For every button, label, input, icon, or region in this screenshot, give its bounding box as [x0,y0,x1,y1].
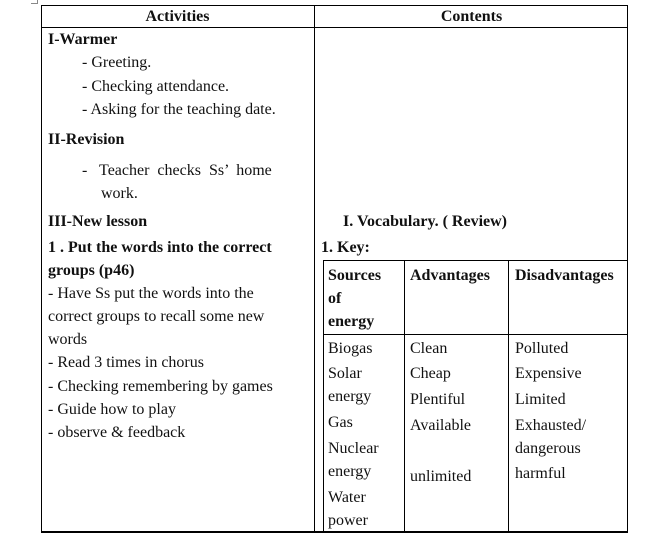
source-cell: power [328,512,368,529]
source-cell: Solar [328,365,362,382]
warmer-title: I-Warmer [48,31,118,48]
column-divider [314,5,315,533]
page-corner-mark [31,0,38,4]
header-sources: Sources [328,267,382,284]
header-disadvantages: Disadvantages [515,267,614,284]
revision-item: - Teacher checks Ss’ home [82,162,272,179]
source-cell: energy [328,388,372,405]
contents-header: Contents [440,8,503,25]
task-line: - observe & feedback [48,424,186,441]
advantage-cell: unlimited [410,468,472,485]
new-lesson-title: III-New lesson [48,213,148,230]
task-line: words [48,331,88,348]
disadvantage-cell: Limited [515,391,566,408]
disadvantage-cell: dangerous [515,440,581,457]
source-cell: Gas [328,414,353,431]
revision-item-cont: work. [101,185,138,202]
disadvantage-cell: Expensive [515,365,582,382]
task-line: - Have Ss put the words into the [48,285,254,302]
header-advantages: Advantages [410,267,491,284]
warmer-item: - Greeting. [82,54,152,71]
task-line: - Checking remembering by games [48,378,273,395]
task-line: - Read 3 times in chorus [48,354,204,371]
activities-header: Activities [145,8,210,25]
advantage-cell: Plentiful [410,391,466,408]
task-line: - Guide how to play [48,401,176,418]
source-cell: energy [328,463,372,480]
task-line: correct groups to recall some new [48,308,265,325]
task-title-cont: groups (p46) [48,262,135,279]
advantage-cell: Cheap [410,365,451,382]
revision-title: II-Revision [48,131,125,148]
header-sources: energy [328,313,375,330]
task-title: 1 . Put the words into the correct [48,239,272,256]
disadvantage-cell: Polluted [515,340,569,357]
warmer-item: - Asking for the teaching date. [82,101,276,118]
header-sources: of [328,290,342,307]
disadvantage-cell: harmful [515,465,566,482]
key-label: 1. Key: [321,239,370,256]
advantage-cell: Clean [410,340,448,357]
header-divider [41,27,628,28]
vocabulary-title: I. Vocabulary. ( Review) [343,213,507,230]
source-cell: Biogas [328,340,373,357]
source-cell: Water [328,489,366,506]
advantage-cell: Available [410,417,472,434]
disadvantage-cell: Exhausted/ [515,417,587,434]
warmer-item: - Checking attendance. [82,78,230,95]
source-cell: Nuclear [328,440,379,457]
